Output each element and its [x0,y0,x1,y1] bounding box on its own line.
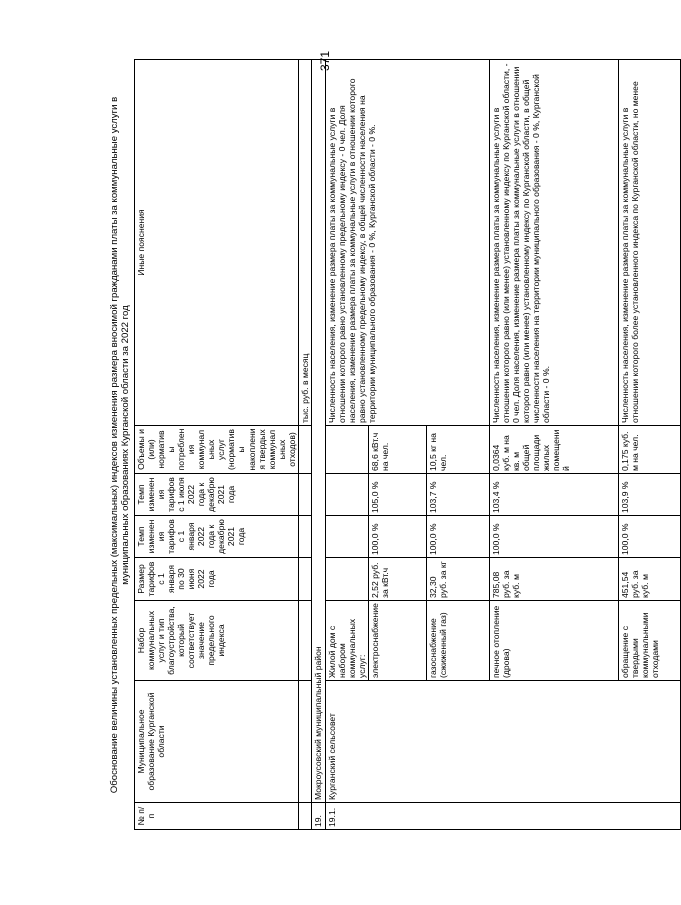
volume-cell: 0,0364 куб. м на кв. м общей площади жилых помещений [489,426,618,474]
service-cell: газоснабжение (сжиженный газ) [426,601,489,681]
service-cell: обращение с твердыми коммунальными отходами [618,601,680,681]
service-set-label: Жилой дом с набором коммунальных услуг: [325,601,368,681]
notes-heat: Численность населения, изменение размера платы за коммунальные услуги в отношении которого равно (или менее) установленному индексу по Курганской области, - 0 чел. Доля населения, изменение размера платы за коммунальные услуги в отношении которого равно (или менее) установленному индексу по Курганской области, в общей численности населения на территории муниципального образования - 0 %, Курганской области - 0 %. [489,60,618,426]
rotated-document [109,60,661,830]
header-rate-jan: Темп изменения тарифов с 1 января 2022 года к декабрю 2021 года [135,516,299,558]
page-number: 371 [318,50,332,72]
unit-row [298,60,311,830]
rate-jul-cell: 103,9 % [618,474,680,516]
service-cell: электроснабжение [368,601,426,681]
volume-cell: 68,6 кВт.ч на чел. [368,426,426,474]
rate-jan-cell: 100,0 % [489,516,618,558]
index-table [134,59,681,830]
tariff-cell: 785,08 руб. за куб. м [489,558,618,601]
unit-note: тыс. руб. в месяц [298,60,311,426]
notes-set: Численность населения, изменение размера платы за коммунальные услуги в отношении которого равно установленному предельному индексу - 0 чел. Доля населения, изменение размера платы за коммунальные услуги в отношении которого равно установленному предельному индексу, в общей численности населения на территории муниципального образования - 0 %, Курганской области - 0 %. [325,60,489,426]
rate-jul-cell: 103,7 % [426,474,489,516]
header-row [135,60,299,830]
rate-jan-cell: 100,0 % [618,516,680,558]
notes-waste: Численность населения, изменение размера платы за коммунальные услуги в отношении которого более установленного индекса по Курганской области, но менее [618,60,680,426]
entity-name: Курганский сельсовет [325,681,680,803]
volume-cell: 0,175 куб. м на чел. [618,426,680,474]
header-notes: Иные пояснения [135,60,299,426]
rate-jan-cell: 100,0 % [368,516,426,558]
district-name: Мокроусовский муниципальный район [311,60,325,803]
rate-jan-cell: 100,0 % [426,516,489,558]
header-municipality: Муниципальное образование Курганской области [135,681,299,803]
header-services: Набор коммунальных услуг и тип благоустройства, который соответствует значение предельного индекса [135,601,299,681]
service-cell: печное отопление (дрова) [489,601,618,681]
district-row [311,60,325,830]
header-tariff: Размер тарифов с 1 января по 30 июня 2022 года [135,558,299,601]
header-rate-jul: Темп изменения тарифов с 1 июля 2022 года к декабрю 2021 года [135,474,299,516]
table-caption: Обоснование величины установленных предельных (максимальных) индексов изменения размера вносимой гражданами платы за коммунальные услуги в муниципальных образованиях Курганской области за 2022 год [109,96,131,794]
header-num: № п/п [135,803,299,830]
entity-num: 19.1. [325,803,680,830]
rate-jul-cell: 103,4 % [489,474,618,516]
tariff-cell: 32,30 руб. за кг [426,558,489,601]
district-num: 19. [311,803,325,830]
rate-jul-cell: 105,0 % [368,474,426,516]
header-volumes: Объемы и (или) нормативы потребления коммунальных услуг (нормативы накопления твердых коммунальных отходов) [135,426,299,474]
entity-row [325,60,368,830]
tariff-cell: 2,52 руб. за кВт.ч [368,558,426,601]
tariff-cell: 451,54 руб. за куб. м [618,558,680,601]
volume-cell: 10,5 кг на чел. [426,426,489,474]
